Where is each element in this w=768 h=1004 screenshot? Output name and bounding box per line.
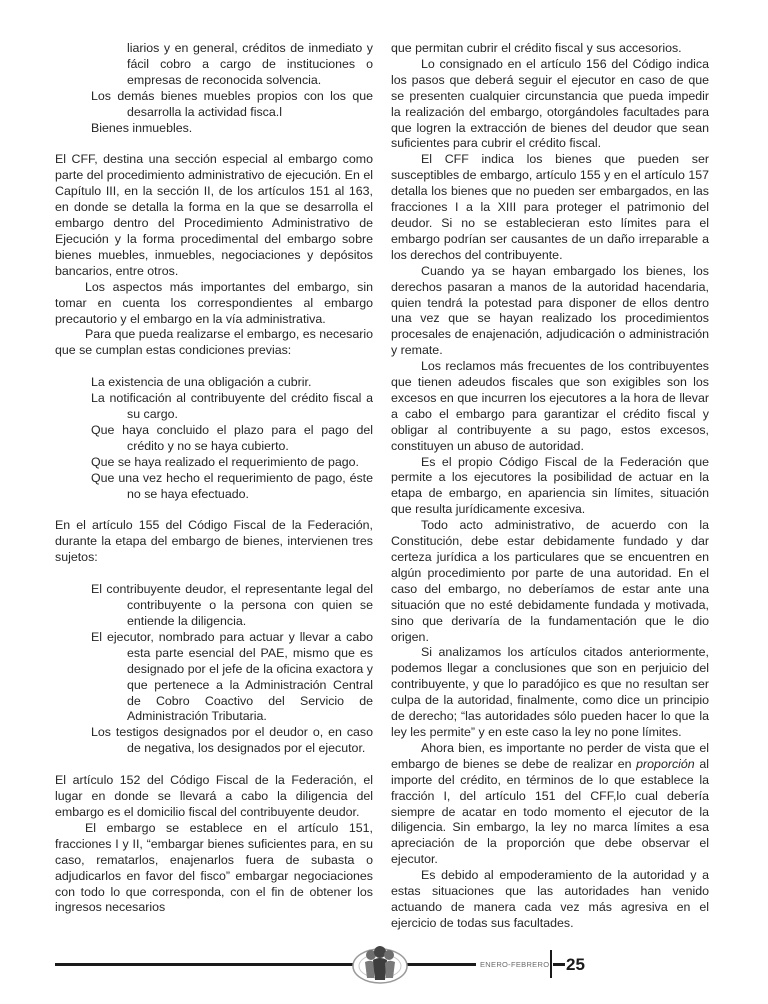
text-run: al importe del crédito, en términos de lo que establece la fracción I, del artículo 151 del CFF,lo cual debería siempre de acatar en todo momento el ejecutor de la diligencia. Sin embargo, la ley no marca límites a esa apreciación de la proporción que debe observar el ejecutor. [391, 756, 709, 867]
list-item: La existencia de una obligación a cubrir. [91, 375, 312, 390]
paragraph: El artículo 152 del Código Fiscal de la Federación, el lugar en donde se llevará a cabo la diligencia del embargo es el domicilio fiscal del contribuyente deudor. [55, 773, 373, 819]
paragraph: El embargo se establece en el artículo 151, fracciones I y II, “embargar bienes suficientes para, en su caso, rematarlos, enajenarlos fuera de subasta o adjudicarlos en favor del fisco” embargar negociaciones con todo lo que corresponda, con el fin de obtener los ingresos necesarios [55, 820, 373, 915]
paragraph: Los reclamos más frecuentes de los contribuyentes que tienen adeudos fiscales que son exigibles son los excesos en que incurren los ejecutores a la hora de llevar a cabo el embargo para garantizar el crédito fiscal y obligar al contribuyente a su pago, estos excesos, constituyen un abuso de autoridad. [391, 359, 709, 453]
footer-divider [550, 950, 552, 978]
list-item: Que haya concluido el plazo para el pago del crédito y no se haya cubierto. [91, 422, 373, 453]
paragraph: Si analizamos los artículos citados anteriormente, podemos llegar a conclusiones que son en perjuicio del contribuyente, y que lo paradójico es que no resultan ser culpa de la autoridad, finalmente, como dice un principio de derecho; “las autoridades sólo pueden hacer lo que la ley les permite” y en este caso la ley no pone límites. [391, 645, 709, 739]
list-item: Que se haya realizado el requerimiento de pago. [91, 454, 359, 469]
list-item: El ejecutor, nombrado para actuar y llevar a cabo esta parte esencial del PAE, mismo que es designado por el jefe de la oficina exactora y que pertenece a la Administración Central de Cobro Coactivo del Servicio de Administración Tributaria. [91, 629, 373, 724]
paragraph: que permitan cubrir el crédito fiscal y sus accesorios. [391, 41, 682, 55]
list-item: El contribuyente deudor, el representante legal del contribuyente o la persona con quien se entiende la diligencia. [91, 582, 373, 628]
paragraph: Los aspectos más importantes del embargo, sin tomar en cuenta los correspondientes al embargo precautorio y el embargo en la vía administrativa. [55, 279, 373, 326]
issue-months: ENERO-FEBRERO [476, 960, 553, 969]
list-item: Bienes inmuebles. [91, 120, 193, 135]
top-list [55, 41, 373, 136]
list-item: Que una vez hecho el requerimiento de pago, éste no se haya efectuado. [91, 470, 373, 501]
paragraph: En el artículo 155 del Código Fiscal de la Federación, durante la etapa del embargo de bienes, intervienen tres sujetos: [55, 518, 373, 565]
text-run: Ahora bien, es importante no perder de vista que el embargo de bienes se debe de realizar en [391, 740, 709, 771]
paragraph: Lo consignado en el artículo 156 del Código indica los pasos que deberá seguir el ejecutor en caso de que se presenten cualquier circunstancia que pueda impedir la realización del embargo, otorgándoles facultades para que logren la extracción de bienes del deudor que sean suficientes para cubrir el crédito fiscal. [391, 56, 709, 151]
list-item: Los testigos designados por el deudor o, en caso de negativa, los designados por el ejecutor. [91, 725, 373, 756]
page-number: 25 [566, 955, 585, 974]
list-item: La notificación al contribuyente del crédito fiscal a su cargo. [91, 391, 373, 422]
right-column [391, 41, 709, 932]
subjects-list [55, 582, 373, 757]
paragraph: El CFF indica los bienes que pueden ser susceptibles de embargo, artículo 155 y en el artículo 157 detalla los bienes que no pueden ser embargados, en las fracciones I a la XIII para proteger el patrimonio del deudor. Si no se establecieran esto límites para el embargo podrían ser causantes de un daño irreparable a los derechos del contribuyente. [391, 152, 709, 262]
left-column [55, 41, 373, 916]
paragraph: Cuando ya se hayan embargado los bienes, los derechos pasaran a manos de la autoridad hacendaria, quien tendrá la potestad para disponer de ellos dentro una vez que se hayan realizado los procedimientos procesales de enajenación, adjudicación o administración y remate. [391, 263, 709, 358]
paragraph: Es debido al empoderamiento de la autoridad y a estas situaciones que las autoridades han venido actuando de manera cada vez más agresiva en el ejercicio de todas sus facultades. [391, 868, 709, 930]
list-item: liarios y en general, créditos de inmediato y fácil cobro a cargo de instituciones o empresas de reconocida solvencia. [127, 41, 373, 87]
paragraph: Para que pueda realizarse el embargo, es necesario que se cumplan estas condiciones previas: [55, 327, 373, 358]
paragraph [391, 741, 709, 868]
paragraph: El CFF, destina una sección especial al embargo como parte del procedimiento administrativo de ejecución. En el Capítulo III, en la sección II, de los artículos 151 al 163, en donde se detalla la forma en la que se desarrolla el embargo dentro del Procedimiento Administrativo de Ejecución y la forma procedimental del embargo sobre bienes muebles, inmuebles, negociaciones y depósitos bancarios, entre otros. [55, 152, 373, 278]
paragraph: Es el propio Código Fiscal de la Federación que permite a los ejecutores la posibilidad de actuar en la etapa de embargo, en apariencia sin límites, situación que resulta jurídicamente excesiva. [391, 454, 709, 517]
publisher-logo-icon [350, 942, 410, 986]
paragraph: Todo acto administrativo, de acuerdo con la Constitución, debe estar debidamente fundado y dar certeza jurídica a los particulares que se encuentren en algún procedimiento por parte de una autoridad. En el caso del embargo, no deberíamos de estar ante una situación que no esté debidamente fundada y motivada, sino que derivaría de la fundamentación que le dio origen. [391, 518, 709, 644]
conditions-list [55, 375, 373, 502]
emphasis-text: proporción [636, 756, 695, 771]
list-item: Los demás bienes muebles propios con los que desarrolla la actividad fisca.l [91, 88, 373, 119]
